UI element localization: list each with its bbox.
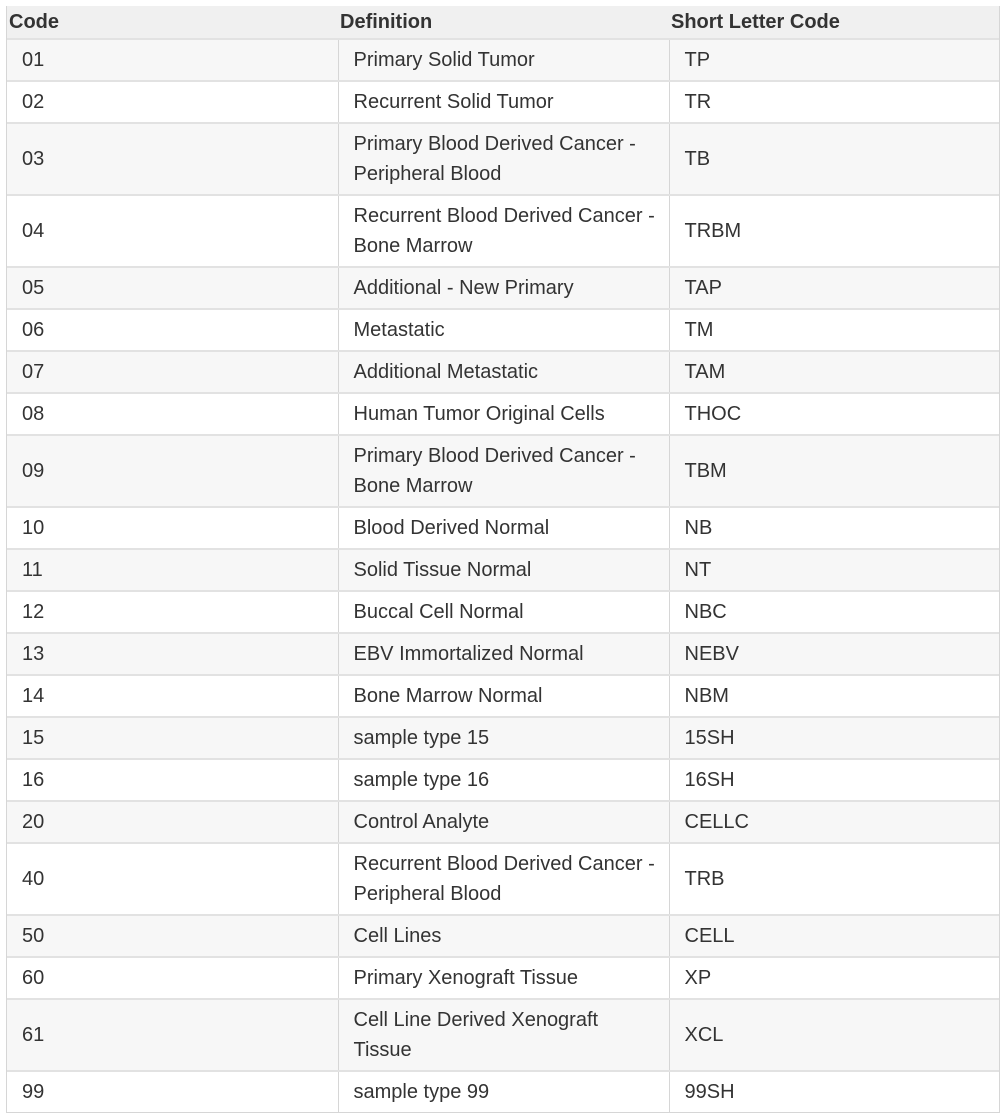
header-definition: Definition [338,6,669,39]
cell-code: 61 [7,999,338,1071]
cell-code: 08 [7,393,338,435]
table-row [7,39,999,81]
table-row [7,843,999,915]
cell-code: 60 [7,957,338,999]
cell-definition: Cell Line Derived Xenograft Tissue [338,999,669,1071]
cell-definition: Human Tumor Original Cells [338,393,669,435]
cell-code: 07 [7,351,338,393]
cell-short-code: NBC [669,591,999,633]
cell-definition: Solid Tissue Normal [338,549,669,591]
cell-definition: Additional - New Primary [338,267,669,309]
cell-definition: sample type 99 [338,1071,669,1112]
cell-code: 14 [7,675,338,717]
cell-code: 16 [7,759,338,801]
cell-definition: Recurrent Blood Derived Cancer - Peripheral Blood [338,843,669,915]
cell-code: 11 [7,549,338,591]
cell-short-code: TRB [669,843,999,915]
table-row [7,549,999,591]
cell-code: 50 [7,915,338,957]
cell-definition: Bone Marrow Normal [338,675,669,717]
cell-code: 20 [7,801,338,843]
cell-short-code: 16SH [669,759,999,801]
table-row [7,435,999,507]
cell-code: 10 [7,507,338,549]
cell-code: 04 [7,195,338,267]
cell-code: 01 [7,39,338,81]
cell-definition: Primary Blood Derived Cancer - Bone Marrow [338,435,669,507]
cell-short-code: XP [669,957,999,999]
table-row [7,717,999,759]
table-row [7,915,999,957]
cell-short-code: TP [669,39,999,81]
cell-definition: Control Analyte [338,801,669,843]
cell-definition: Primary Blood Derived Cancer - Peripheral Blood [338,123,669,195]
table-row [7,1071,999,1112]
table-row [7,675,999,717]
cell-definition: Buccal Cell Normal [338,591,669,633]
table-row [7,591,999,633]
cell-code: 13 [7,633,338,675]
table-row [7,759,999,801]
cell-short-code: TRBM [669,195,999,267]
cell-code: 02 [7,81,338,123]
table-row [7,81,999,123]
cell-definition: Metastatic [338,309,669,351]
header-code: Code [7,6,338,39]
cell-short-code: TBM [669,435,999,507]
cell-code: 15 [7,717,338,759]
cell-definition: Additional Metastatic [338,351,669,393]
cell-short-code: 15SH [669,717,999,759]
cell-short-code: CELLC [669,801,999,843]
cell-definition: Primary Xenograft Tissue [338,957,669,999]
cell-definition: Recurrent Solid Tumor [338,81,669,123]
cell-definition: EBV Immortalized Normal [338,633,669,675]
table-row [7,633,999,675]
cell-short-code: NBM [669,675,999,717]
table-row [7,393,999,435]
table-row [7,999,999,1071]
table-row [7,507,999,549]
table-row [7,801,999,843]
table-row [7,267,999,309]
cell-definition: Cell Lines [338,915,669,957]
cell-code: 09 [7,435,338,507]
table-header [7,6,999,39]
cell-definition: Primary Solid Tumor [338,39,669,81]
table-row [7,195,999,267]
cell-code: 03 [7,123,338,195]
table-row [7,123,999,195]
cell-code: 12 [7,591,338,633]
cell-code: 40 [7,843,338,915]
header-short-letter-code: Short Letter Code [669,6,999,39]
cell-short-code: TAP [669,267,999,309]
cell-code: 06 [7,309,338,351]
cell-short-code: NEBV [669,633,999,675]
cell-code: 05 [7,267,338,309]
cell-short-code: NT [669,549,999,591]
cell-short-code: 99SH [669,1071,999,1112]
cell-short-code: NB [669,507,999,549]
cell-short-code: TM [669,309,999,351]
cell-short-code: TB [669,123,999,195]
table-row [7,351,999,393]
table-row [7,309,999,351]
cell-definition: Blood Derived Normal [338,507,669,549]
cell-short-code: THOC [669,393,999,435]
cell-short-code: CELL [669,915,999,957]
table-body [7,39,999,1112]
cell-definition: sample type 16 [338,759,669,801]
table-row [7,957,999,999]
cell-definition: sample type 15 [338,717,669,759]
cell-short-code: XCL [669,999,999,1071]
cell-definition: Recurrent Blood Derived Cancer - Bone Marrow [338,195,669,267]
cell-short-code: TR [669,81,999,123]
sample-type-table [7,6,999,1112]
sample-type-table-container [6,6,1000,1113]
cell-short-code: TAM [669,351,999,393]
header-row [7,6,999,39]
cell-code: 99 [7,1071,338,1112]
